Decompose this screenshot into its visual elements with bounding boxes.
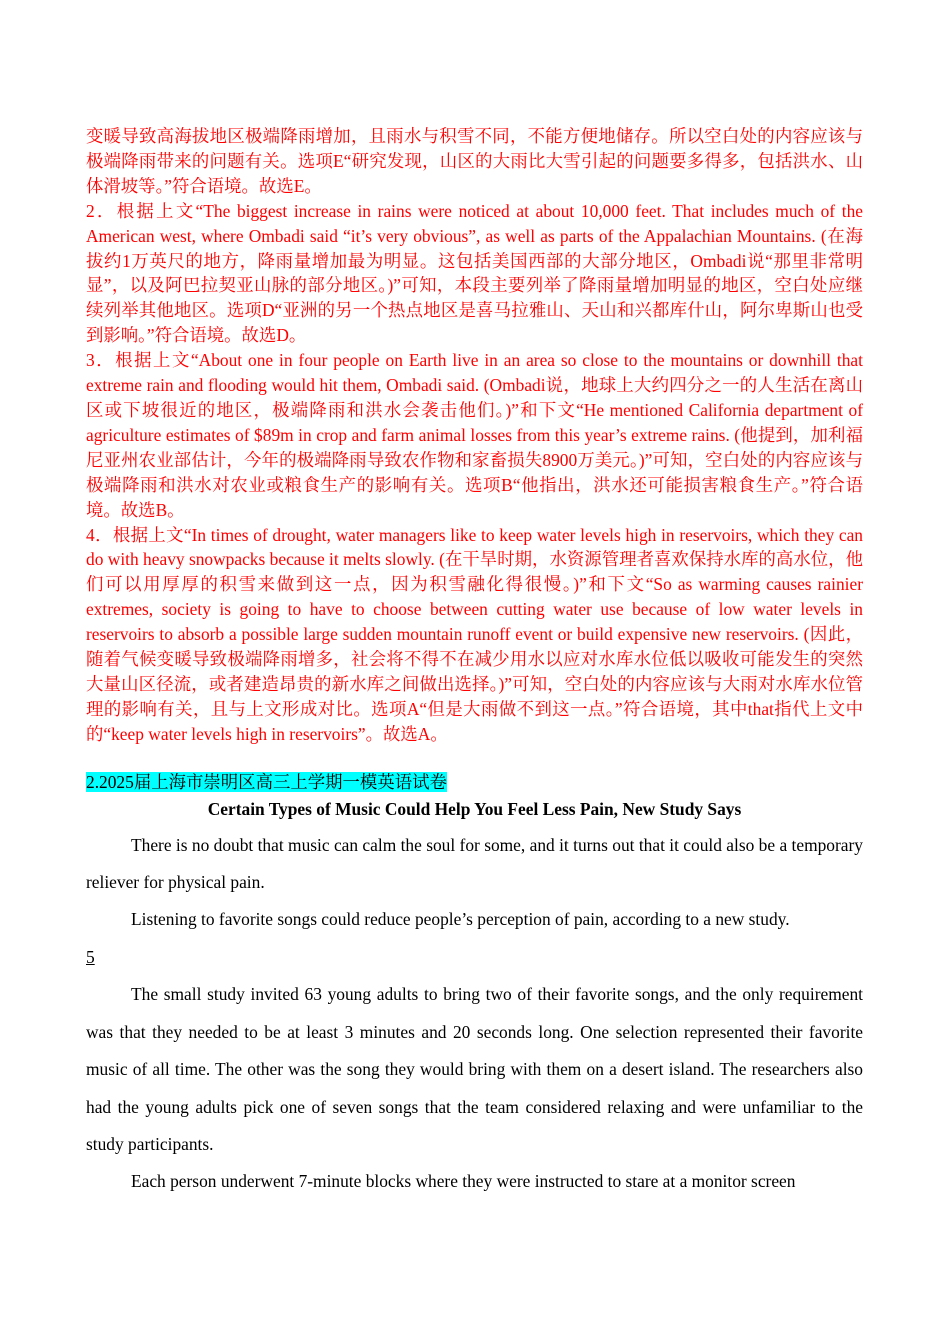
article-paragraph-1: There is no doubt that music can calm the soul for some, and it turns out that it could also be a temporary reliever for physical pain. [86,834,863,893]
article-paragraph-3: The small study invited 63 young adults to bring two of their favorite songs, and the only requirement was that they needed to be at least 3 minutes and 20 seconds long. One selection represented their favorite music of all time. The other was the song they would bring with them on a desert island. The researchers also had the young adults pick one of seven songs that the team considered relaxing and were unfamiliar to the study participants. [86,984,863,1154]
article-title: Certain Types of Music Could Help You Feel Less Pain, New Study Says [207,798,742,819]
document-page [86,124,863,1201]
exam-title [86,771,863,793]
article-paragraph-2: Listening to favorite songs could reduce people’s perception of pain, according to a new study. [131,909,790,930]
answer-explanations [86,124,863,747]
blank-5 [86,939,863,976]
answer-explanation-3: 3．根据上文“About one in four people on Earth live in an area so close to the mountains or downhill that extreme rain and flooding would hit them, Ombadi said. (Ombadi说，地球上大约四分之一的人生活在离山区或下坡很近的地区，极端降雨和洪水会袭击他们。)”和下文“He mentioned California department of agriculture estimates of $89m in crop and farm animal losses from this year’s extreme rains. (他提到，加利福尼亚州农业部估计，今年的极端降雨导致农作物和家畜损失8900万美元。)”可知，空白处的内容应该与极端降雨和洪水对农业或粮食生产的影响有关。选项B“他指出，洪水还可能损害粮食生产。”符合语境。故选B。 [86,350,863,520]
answer-explanation-2: 2．根据上文“The biggest increase in rains were noticed at about 10,000 feet. That includes much of the American west, where Ombadi said “it’s very obvious”, as well as parts of the Appalachian Mountains. (在海拔约1万英尺的地方，降雨量增加最为明显。这包括美国西部的大部分地区，Ombadi说“那里非常明显”，以及阿巴拉契亚山脉的部分地区。)”可知，本段主要列举了降雨量增加明显的地区，空白处应继续列举其他地区。选项D“亚洲的另一个热点地区是喜马拉雅山、天山和兴都库什山，阿尔卑斯山也受到影响。”符合语境。故选D。 [86,200,863,346]
answer-explanation-1: 变暖导致高海拔地区极端降雨增加，且雨水与积雪不同，不能方便地储存。所以空白处的内容应该与极端降雨带来的问题有关。选项E“研究发现，山区的大雨比大雪引起的问题要多得多，包括洪水、山体滑坡等。”符合语境。故选E。 [86,126,863,196]
exam-number: 2.2025 [86,771,134,792]
answer-explanation-4: 4．根据上文“In times of drought, water managers like to keep water levels high in reservoirs, which they can do with heavy snowpacks because it melts slowly. (在干旱时期，水资源管理者喜欢保持水库的高水位，他们可以用厚厚的积雪来做到这一点，因为积雪融化得很慢。)”和下文“So as warming causes rainier extremes, society is going to have to choose between cutting water use because of low water levels in reservoirs to absorb a possible large sudden mountain runoff event or build expensive new reservoirs. (因此，随着气候变暖导致极端降雨增多，社会将不得不在减少用水以应对水库水位低以吸收可能发生的突然大量山区径流，或者建造昂贵的新水库之间做出选择。)”可知，空白处的内容应该与大雨对水库水位管理的影响有关，且与上文形成对比。选项A“但是大雨做不到这一点。”符合语境，其中that指代上文中的“keep water levels high in reservoirs”。故选A。 [86,524,863,744]
article-paragraph-4: Each person underwent 7-minute blocks where they were instructed to stare at a monitor screen [131,1171,796,1192]
blank-5-number: 5 [86,946,95,967]
exam-name: 届上海市崇明区高三上学期一模英语试卷 [133,771,447,792]
